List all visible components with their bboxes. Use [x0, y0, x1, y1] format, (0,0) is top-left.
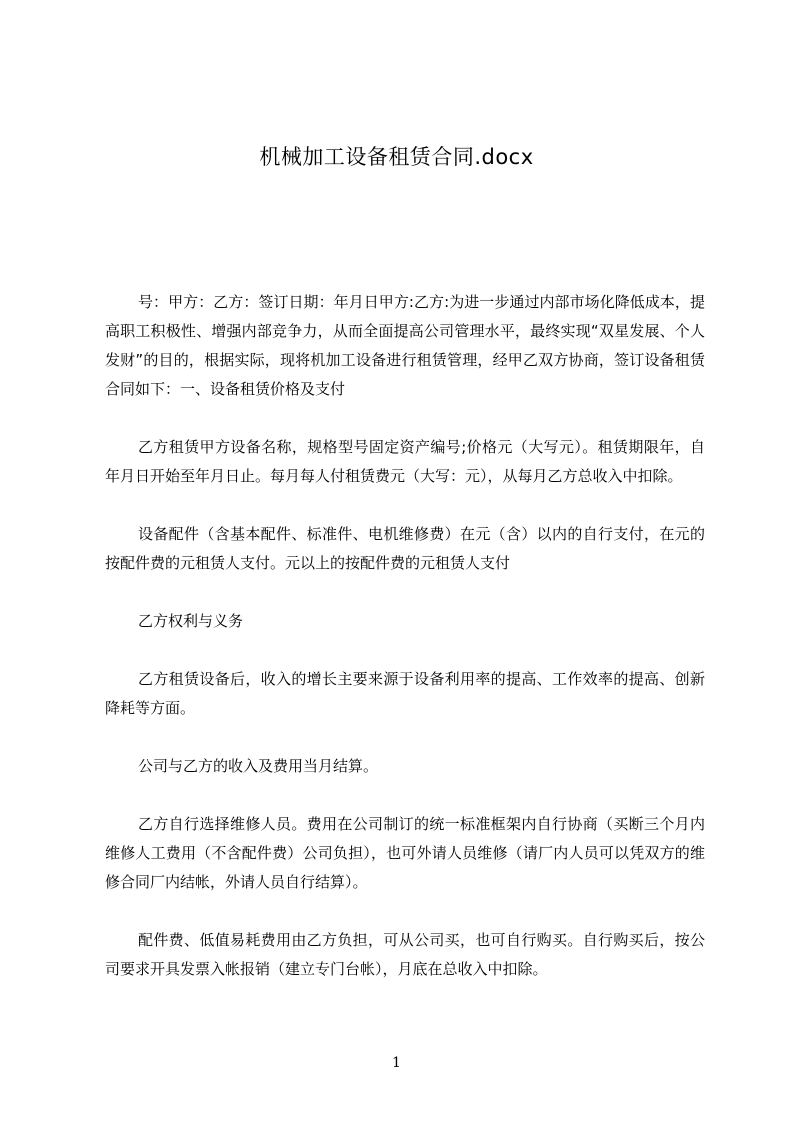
paragraph-lease-terms: 乙方租赁甲方设备名称，规格型号固定资产编号;价格元（大写元）。租赁期限年，自年月日开始至年月日止。每月每人付租赁费元（大写：元），从每月乙方总收入中扣除。	[105, 438, 705, 485]
paragraph-section-heading: 乙方权利与义务	[138, 612, 244, 630]
paragraph-income-growth: 乙方租赁设备后，收入的增长主要来源于设备利用率的提高、工作效率的提高、创新降耗等方面。	[105, 670, 705, 717]
paragraph-maintenance: 乙方自行选择维修人员。费用在公司制订的统一标准框架内自行协商（买断三个月内维修人工费用（不含配件费）公司负担），也可外请人员维修（请厂内人员可以凭双方的维修合同厂内结帐，外请人员自行结算）。	[105, 815, 705, 891]
paragraph-preamble: 号：甲方：乙方：签订日期：年月日甲方:乙方:为进一步通过内部市场化降低成本，提高职工积极性、增强内部竞争力，从而全面提高公司管理水平，最终实现“双星发展、个人发财”的目的，根据实际，现将机加工设备进行租赁管理，经甲乙双方协商，签订设备租赁合同如下：一、设备租赁价格及支付	[105, 293, 705, 398]
document-title: 机械加工设备租赁合同.docx	[259, 145, 534, 169]
paragraph-consumables: 配件费、低值易耗费用由乙方负担，可从公司买，也可自行购买。自行购买后，按公司要求开具发票入帐报销（建立专门台帐），月底在总收入中扣除。	[105, 931, 705, 978]
page-number: 1	[392, 1055, 401, 1071]
paragraph-parts-payment: 设备配件（含基本配件、标准件、电机维修费）在元（含）以内的自行支付，在元的按配件费的元租赁人支付。元以上的按配件费的元租赁人支付	[105, 525, 705, 572]
paragraph-settlement: 公司与乙方的收入及费用当月结算。	[138, 757, 379, 775]
document-body	[105, 288, 705, 984]
